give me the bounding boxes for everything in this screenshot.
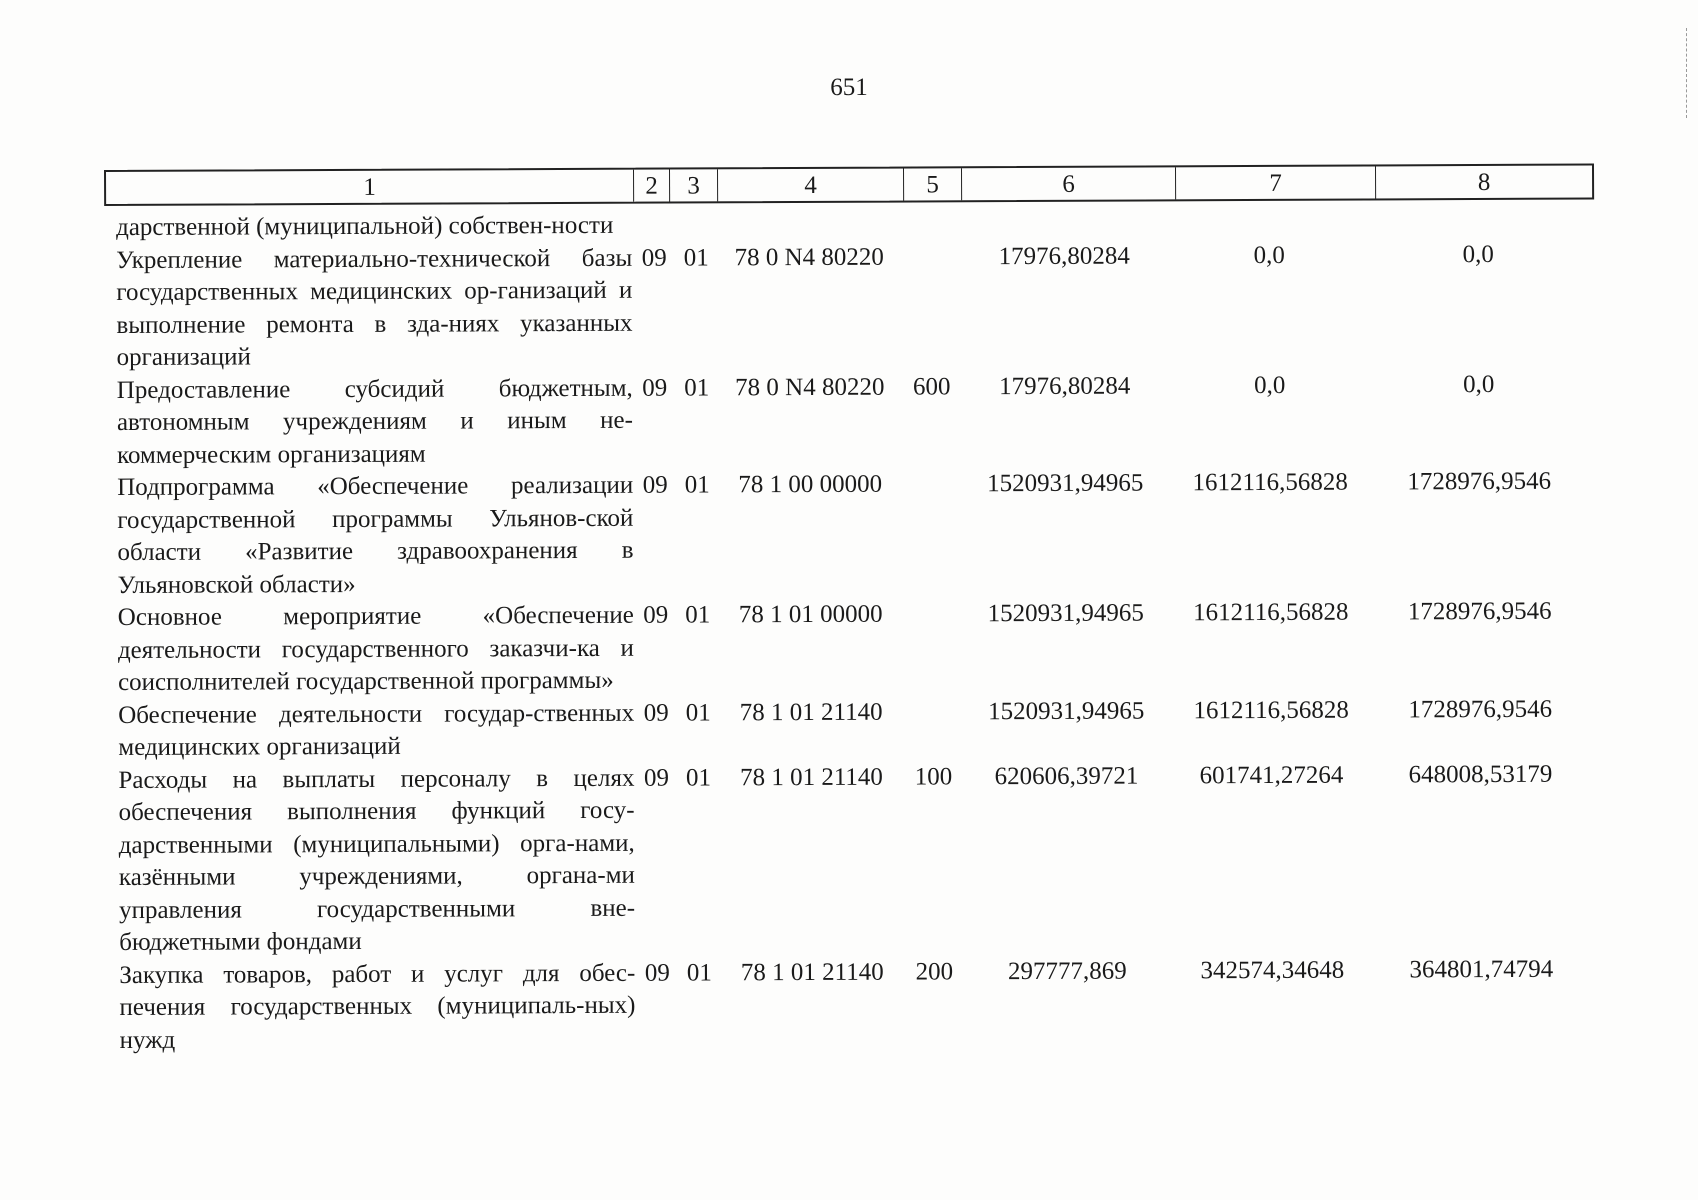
row-target-code: 78 1 01 00000 <box>738 600 883 629</box>
row-target-code: 78 0 N4 80220 <box>735 373 885 401</box>
row-amount-col8: 1728976,9546 <box>1408 695 1553 723</box>
table-row <box>119 953 1599 1057</box>
row-amount-col6: 17976,80284 <box>999 372 1131 400</box>
row-amount-col7: 0,0 <box>1254 371 1286 399</box>
row-amount-col8: 364801,74794 <box>1409 955 1554 983</box>
row-expense-type <box>902 241 961 371</box>
row-amount-col7: 0,0 <box>1253 241 1285 269</box>
header-col-3: 3 <box>670 169 718 201</box>
table-body <box>116 206 1600 1057</box>
row-amount-col8: 1728976,9546 <box>1407 597 1552 626</box>
row-description: Подпрограмма «Обеспечение реализации государственной программы Ульянов-ской области «Развитие здравоохранения в Ульяновской области» <box>117 471 634 599</box>
row-amount-col6 <box>960 207 1168 240</box>
table-row <box>118 596 1598 700</box>
header-col-5: 5 <box>904 168 962 200</box>
table-header <box>104 163 1594 206</box>
row-section: 09 <box>643 699 669 727</box>
row-description: Закупка товаров, работ и услуг для обес-печения государственных (муниципаль-ных) нужд <box>119 959 636 1054</box>
row-description: Основное мероприятие «Обеспечение деятельности государственного заказчи-ка и соисполнителей государственной программы» <box>117 601 634 696</box>
row-amount-col7: 601741,27264 <box>1199 761 1344 789</box>
row-description: Укрепление материально-технической базы государственных медицинских ор-ганизаций и выполнение ремонта в зда-ниях указанных организаций <box>116 244 633 371</box>
row-amount-col8: 1728976,9546 <box>1407 467 1552 496</box>
row-expense-type <box>904 598 962 696</box>
row-amount-col8: 0,0 <box>1462 240 1494 268</box>
table-row <box>118 758 1599 959</box>
row-subsection: 01 <box>685 601 711 629</box>
table-row <box>118 693 1598 764</box>
row-target-code: 78 0 N4 80220 <box>734 243 884 271</box>
table-row <box>117 466 1598 602</box>
header-col-8: 8 <box>1477 168 1491 196</box>
row-section: 09 <box>642 374 668 402</box>
row-subsection: 01 <box>685 763 712 792</box>
row-subsection: 01 <box>684 373 710 402</box>
table-row <box>117 368 1597 472</box>
header-col-6: 6 <box>962 167 1176 200</box>
row-section: 09 <box>643 601 669 629</box>
row-amount-col7: 342574,34648 <box>1200 956 1345 984</box>
row-amount-col6: 17976,80284 <box>998 242 1130 270</box>
row-subsection <box>676 209 716 242</box>
row-target-code: 78 1 01 21140 <box>740 958 884 986</box>
row-subsection: 01 <box>684 471 710 499</box>
header-col-1: 1 <box>106 170 634 204</box>
row-amount-col8: 0,0 <box>1463 370 1495 398</box>
row-section: 09 <box>642 471 668 499</box>
row-amount-col7 <box>1168 207 1370 240</box>
row-section <box>632 210 676 243</box>
page-number: 651 <box>830 74 868 101</box>
row-amount-col8: 648008,53179 <box>1408 760 1553 788</box>
table-row <box>116 238 1597 374</box>
row-amount-col7: 1612116,56828 <box>1193 598 1349 627</box>
row-target-code <box>716 209 902 242</box>
row-expense-type: 600 <box>912 372 951 401</box>
row-expense-type <box>902 208 960 241</box>
row-target-code: 78 1 00 00000 <box>738 470 883 499</box>
header-col-7: 7 <box>1176 166 1376 199</box>
row-target-code: 78 1 01 21140 <box>739 763 883 791</box>
row-amount-col8 <box>1370 206 1586 239</box>
row-expense-type <box>904 696 962 761</box>
row-subsection: 01 <box>685 698 711 727</box>
row-target-code: 78 1 01 21140 <box>739 698 883 726</box>
row-amount-col7: 1612116,56828 <box>1193 696 1349 724</box>
row-amount-col6: 1520931,94965 <box>987 469 1144 498</box>
row-subsection: 01 <box>683 243 709 272</box>
row-subsection: 01 <box>686 958 712 987</box>
row-section: 09 <box>643 764 670 792</box>
header-col-4: 4 <box>718 169 904 202</box>
row-expense-type: 100 <box>914 762 953 791</box>
row-section: 09 <box>644 959 670 987</box>
row-expense-type <box>903 468 962 598</box>
row-description: Предоставление субсидий бюджетным, автономным учреждениям и иным не-коммерческим организациям <box>116 374 633 469</box>
row-amount-col6: 1520931,94965 <box>987 599 1144 628</box>
scan-edge-mark <box>1686 28 1687 118</box>
row-description: Расходы на выплаты персоналу в целях обеспечения выполнения функций госу-дарственными (муниципальными) орга-нами, казёнными учреждениями, органа-ми управления государственными вне-бюджетными фондами <box>118 764 636 956</box>
row-description: дарственной (муниципальной) собствен-ности <box>116 211 614 241</box>
header-col-2: 2 <box>634 170 670 202</box>
row-amount-col6: 620606,39721 <box>994 762 1139 790</box>
row-section: 09 <box>641 244 667 272</box>
row-description: Обеспечение деятельности государ-ственных медицинских организаций <box>118 699 635 761</box>
row-amount-col7: 1612116,56828 <box>1192 468 1348 497</box>
row-amount-col6: 297777,869 <box>1007 957 1127 985</box>
row-amount-col6: 1520931,94965 <box>988 697 1145 725</box>
row-expense-type: 200 <box>915 957 954 986</box>
